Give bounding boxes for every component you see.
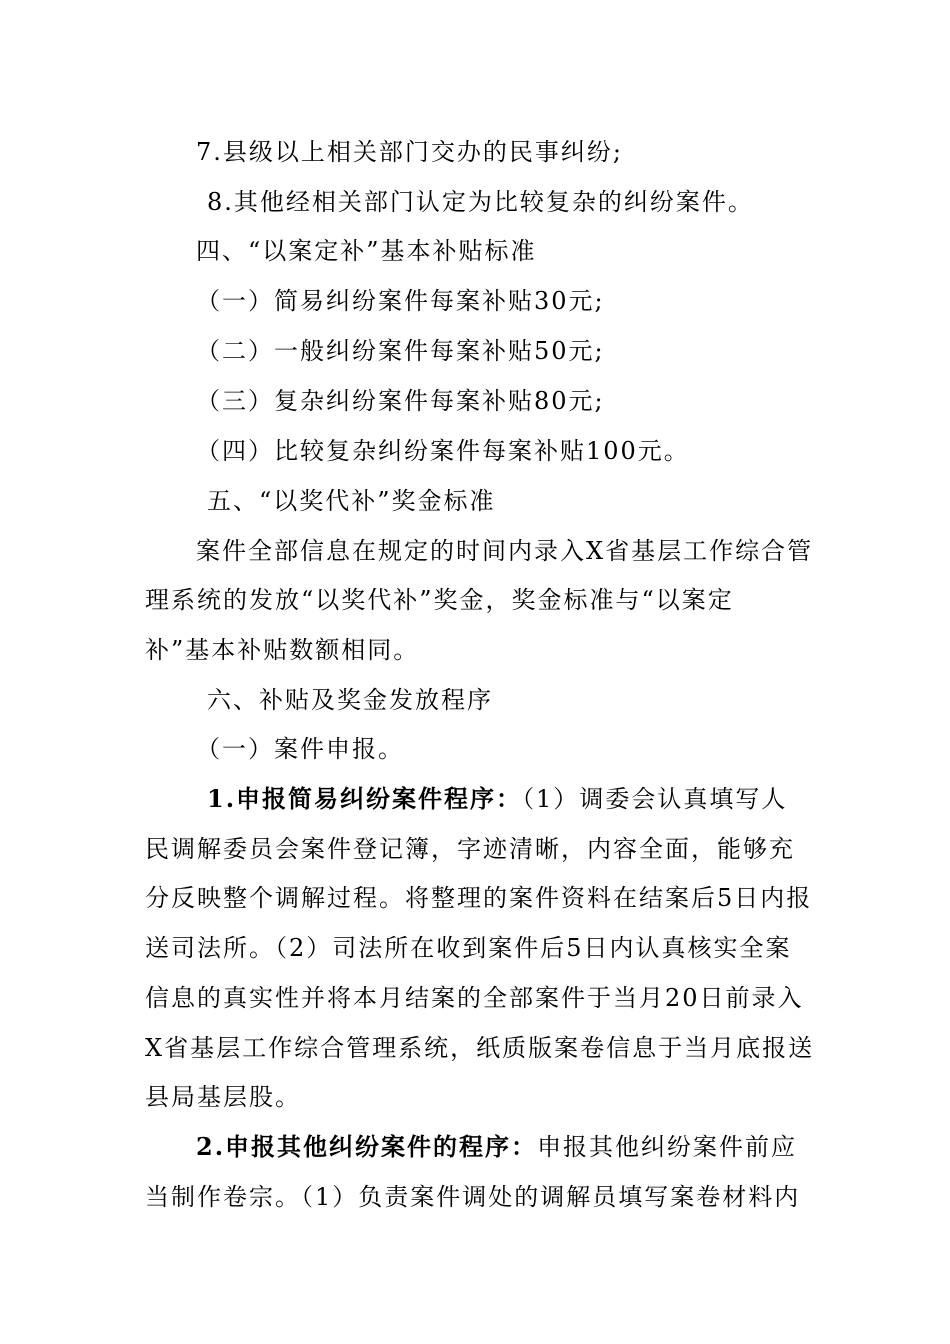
paragraph-line: 县局基层股。 xyxy=(145,1083,301,1111)
procedure-1-title: 1.申报简易纠纷案件程序： xyxy=(207,784,523,813)
subsection-case-report: （一）案件申报。 xyxy=(196,735,404,763)
paragraph-line: 理系统的发放“以奖代补”奖金，奖金标准与“以案定 xyxy=(145,586,734,614)
subsidy-complex: （三）复杂纠纷案件每案补贴80元; xyxy=(196,387,605,415)
subsidy-general: （二）一般纠纷案件每案补贴50元; xyxy=(196,337,605,365)
item-8: 8.其他经相关部门认定为比较复杂的纠纷案件。 xyxy=(207,188,754,216)
procedure-2-title: 2.申报其他纠纷案件的程序： xyxy=(196,1132,538,1161)
section-4-heading: 四、“以案定补”基本补贴标准 xyxy=(196,237,537,265)
paragraph-line: 补”基本补贴数额相同。 xyxy=(145,636,420,664)
procedure-1-text: （1）调委会认真填写人 xyxy=(522,785,788,813)
section-6-heading: 六、补贴及奖金发放程序 xyxy=(207,686,493,714)
procedure-2-text: 申报其他纠纷案件前应 xyxy=(537,1133,798,1161)
section-5-heading: 五、“以奖代补”奖金标准 xyxy=(207,487,496,515)
paragraph-line: 当制作卷宗。（1）负责案件调处的调解员填写案卷材料内 xyxy=(145,1183,801,1211)
subsidy-more-complex: （四）比较复杂纠纷案件每案补贴100元。 xyxy=(196,437,690,465)
paragraph-line: 分反映整个调解过程。将整理的案件资料在结案后5日内报 xyxy=(145,884,813,912)
item-7: 7.县级以上相关部门交办的民事纠纷; xyxy=(196,138,623,166)
paragraph-line xyxy=(207,783,787,815)
subsidy-simple: （一）简易纠纷案件每案补贴30元; xyxy=(196,287,605,315)
paragraph-line: 信息的真实性并将本月结案的全部案件于当月20日前录入 xyxy=(145,984,804,1012)
paragraph-line: 民调解委员会案件登记簿，字迹清晰，内容全面，能够充 xyxy=(145,835,795,863)
paragraph-line xyxy=(196,1131,797,1163)
paragraph-line: 案件全部信息在规定的时间内录入X省基层工作综合管 xyxy=(196,537,814,565)
paragraph-line: 送司法所。（2）司法所在收到案件后5日内认真核实全案 xyxy=(145,934,792,962)
paragraph-line: X省基层工作综合管理系统，纸质版案卷信息于当月底报送 xyxy=(145,1034,815,1062)
